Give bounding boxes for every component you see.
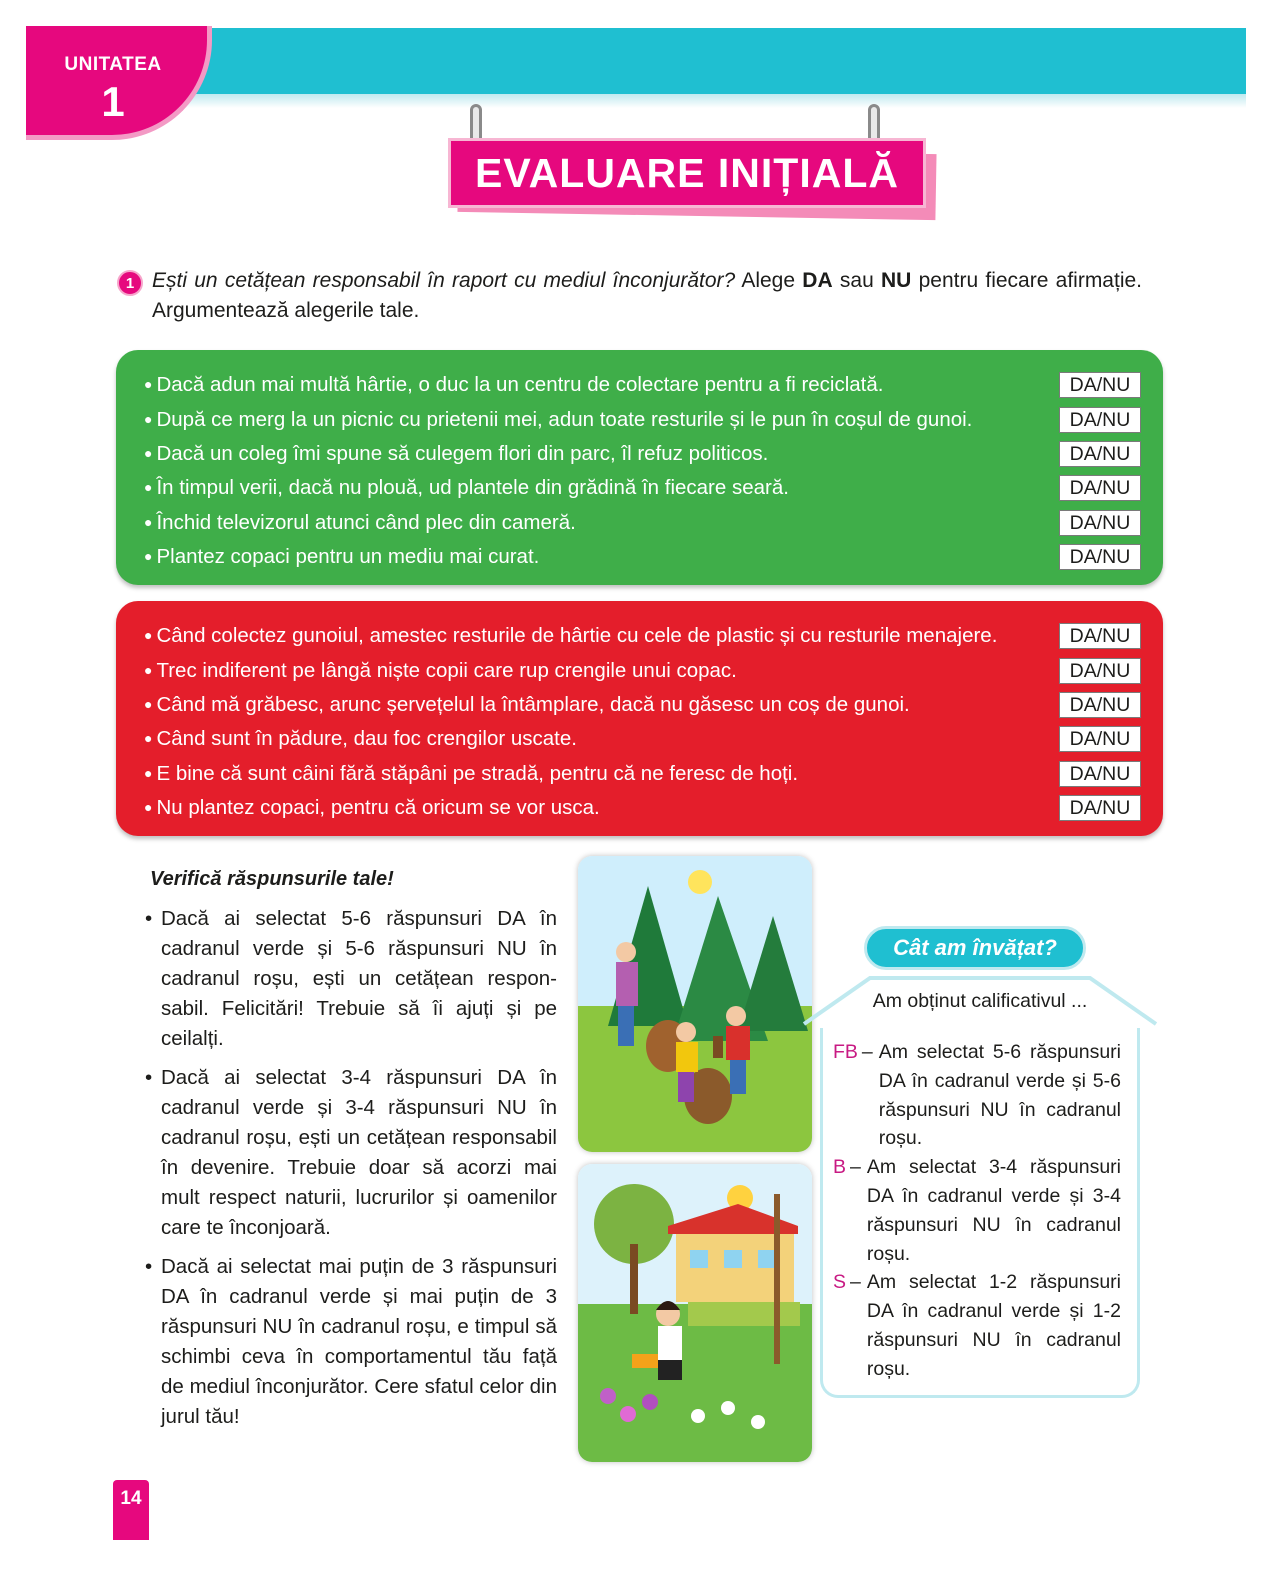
grade-dash: – bbox=[850, 1271, 861, 1294]
green-statement-row bbox=[144, 506, 1141, 540]
statement-text: ● După ce merg la un picnic cu prietenii mei, adun toate resturile și le pun în coșul de gunoi. bbox=[144, 408, 972, 432]
grade-dash: – bbox=[861, 1041, 873, 1063]
grade-text: Am selectat 5-6 răspunsuri DA în cadranul verde și 5-6 răspunsuri NU în cadranul roșu. bbox=[878, 1041, 1121, 1150]
exercise-instruction-b: pentru fiecare afirmație. Argumentează alegerile tale. bbox=[152, 269, 1143, 322]
statement-text: ● Nu plantez copaci, pentru că oricum se vor usca. bbox=[144, 796, 600, 820]
da-nu-choice[interactable]: DA/NU bbox=[1059, 761, 1141, 787]
exercise-instruction-a: Alege bbox=[741, 269, 796, 292]
page-title: EVALUARE INIȚIALĂ bbox=[475, 149, 899, 196]
statement-text: ● În timpul verii, dacă nu plouă, ud plantele din grădină în fiecare seară. bbox=[144, 476, 789, 500]
da-nu-choice[interactable]: DA/NU bbox=[1059, 510, 1141, 536]
statement-text: ● Când colectez gunoiul, amestec resturile de hârtie cu cele de plastic și cu resturile menajere. bbox=[144, 624, 997, 648]
grades-box bbox=[820, 1028, 1140, 1398]
header-band-shadow bbox=[150, 94, 1246, 108]
statement-text: ● Trec indiferent pe lângă niște copii care rup crengile unui copac. bbox=[144, 659, 737, 683]
green-statement-row bbox=[144, 368, 1141, 402]
learned-heading: Am obținut calificativul ... bbox=[872, 990, 1088, 1012]
grade-text: Am selectat 3-4 răspunsuri DA în cadranul verde și 3-4 răspunsuri NU în cadranul roșu. bbox=[866, 1156, 1121, 1265]
statement-text: ● Închid televizorul atunci când plec din cameră. bbox=[144, 511, 576, 535]
girl-watering-flowers-illustration bbox=[578, 1164, 812, 1462]
red-statement-row bbox=[144, 757, 1141, 791]
statement-text: ● Când sunt în pădure, dau foc crengilor uscate. bbox=[144, 727, 577, 751]
da-nu-choice[interactable]: DA/NU bbox=[1059, 795, 1141, 821]
green-statement-row bbox=[144, 437, 1141, 471]
verification-title: Verifică răspunsurile tale! bbox=[150, 868, 394, 890]
grade-text: Am selectat 1-2 răspunsuri DA în cadranul verde și 1-2 răspunsuri NU în cadranul roșu. bbox=[866, 1271, 1121, 1380]
learned-tag: Cât am învățat? bbox=[864, 926, 1086, 970]
red-statement-row bbox=[144, 619, 1141, 653]
exercise-sau: sau bbox=[839, 269, 874, 292]
red-statement-row bbox=[144, 791, 1141, 825]
da-nu-choice[interactable]: DA/NU bbox=[1059, 407, 1141, 433]
grade-row bbox=[833, 1038, 1121, 1153]
da-nu-choice[interactable]: DA/NU bbox=[1059, 441, 1141, 467]
header-band bbox=[150, 28, 1246, 94]
da-nu-choice[interactable]: DA/NU bbox=[1059, 544, 1141, 570]
green-statements-panel bbox=[116, 350, 1163, 585]
exercise-question: Ești un cetățean responsabil în raport cu mediul înconjurător? bbox=[152, 269, 736, 292]
verification-item: • Dacă ai selectat mai puțin de 3 răspunsuri DA în cadranul verde și mai puțin de 3 răspunsuri NU în cadranul roșu, e timpul să schimbi ceva în comportamentul tău față de mediul înconjurător. Cere sfatul celor din jurul tău! bbox=[145, 1252, 557, 1432]
verification-item: • Dacă ai selectat 3-4 răspunsuri DA în cadranul verde și 3-4 răspunsuri NU în cadranul roșu, ești un cetățean responsabil în devenire. Trebuie doar să acorzi mai mult respect naturii, lucrurilor și oamenilor care te înconjoară. bbox=[145, 1063, 557, 1243]
red-statement-row bbox=[144, 688, 1141, 722]
unit-label: UNITATEA bbox=[64, 54, 162, 75]
children-collecting-litter-illustration bbox=[578, 856, 812, 1152]
title-banner bbox=[448, 138, 926, 208]
verification-item: • Dacă ai selectat 5-6 răspunsuri DA în cadranul verde și 5-6 răspunsuri NU în cadranul roșu, ești un cetățean responsabil. Felicitări! Trebuie să îi ajuți și pe ceilalți. bbox=[145, 904, 557, 1054]
da-nu-choice[interactable]: DA/NU bbox=[1059, 726, 1141, 752]
da-nu-choice[interactable]: DA/NU bbox=[1059, 623, 1141, 649]
da-nu-choice[interactable]: DA/NU bbox=[1059, 658, 1141, 684]
da-nu-choice[interactable]: DA/NU bbox=[1059, 372, 1141, 398]
green-statement-row bbox=[144, 402, 1141, 436]
statement-text: ● Plantez copaci pentru un mediu mai curat. bbox=[144, 545, 539, 569]
page-number: 14 bbox=[113, 1480, 149, 1540]
grade-row bbox=[833, 1268, 1121, 1383]
red-statements-panel bbox=[116, 601, 1163, 836]
grade-row bbox=[833, 1153, 1121, 1268]
statement-text: ● Dacă adun mai multă hârtie, o duc la un centru de colectare pentru a fi reciclată. bbox=[144, 373, 883, 397]
green-statement-row bbox=[144, 540, 1141, 574]
exercise-prompt bbox=[152, 266, 1142, 326]
exercise-da: DA bbox=[802, 269, 833, 292]
exercise-nu: NU bbox=[881, 269, 912, 292]
statement-text: ● E bine că sunt câini fără stăpâni pe stradă, pentru că ne feresc de hoți. bbox=[144, 762, 798, 786]
da-nu-choice[interactable]: DA/NU bbox=[1059, 692, 1141, 718]
red-statement-row bbox=[144, 653, 1141, 687]
green-statement-row bbox=[144, 471, 1141, 505]
statement-text: ● Când mă grăbesc, arunc șervețelul la întâmplare, dacă nu găsesc un coș de gunoi. bbox=[144, 693, 910, 717]
unit-number: 1 bbox=[101, 78, 125, 125]
exercise-number-badge: 1 bbox=[117, 270, 143, 296]
grade-label: B bbox=[833, 1156, 847, 1179]
grade-label: S bbox=[833, 1271, 847, 1294]
verification-list bbox=[145, 904, 557, 1441]
statement-text: ● Dacă un coleg îmi spune să culegem flori din parc, îl refuz politicos. bbox=[144, 442, 768, 466]
red-statement-row bbox=[144, 722, 1141, 756]
da-nu-choice[interactable]: DA/NU bbox=[1059, 475, 1141, 501]
grade-label: FB bbox=[833, 1041, 858, 1063]
grade-dash: – bbox=[850, 1156, 861, 1179]
